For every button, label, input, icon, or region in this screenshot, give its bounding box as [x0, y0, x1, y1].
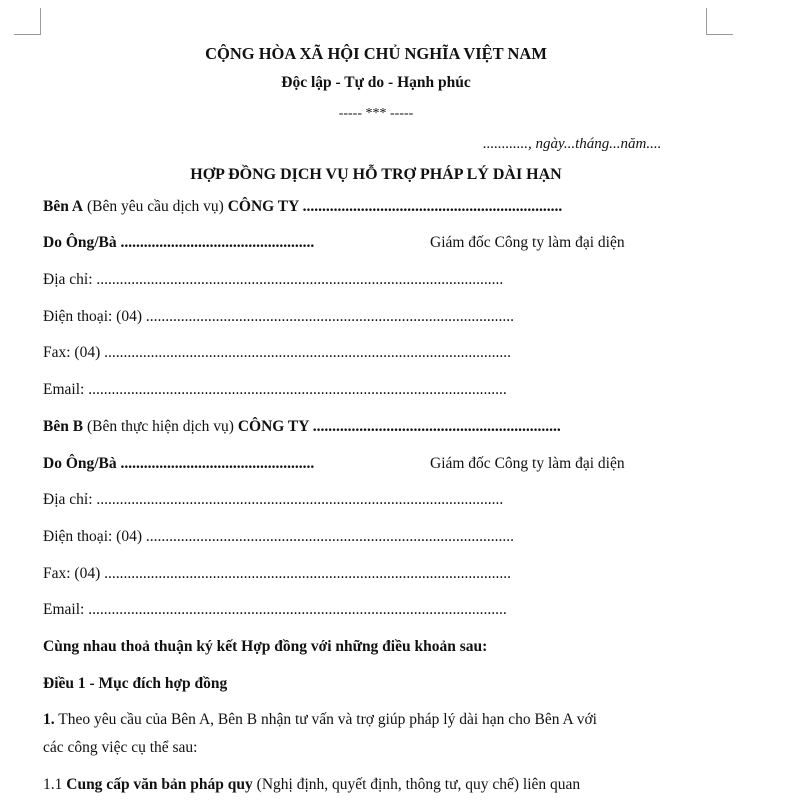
- clause-1-1-rest: (Nghị định, quyết định, thông tư, quy chế) liên quan: [252, 776, 581, 793]
- party-a-representative-line: [43, 234, 314, 252]
- party-a-company-label: CÔNG TY: [227, 198, 299, 215]
- national-motto: Độc lập - Tự do - Hạnh phúc: [281, 74, 471, 91]
- party-a-line: [43, 198, 562, 216]
- party-b-rep-title: Giám đốc Công ty làm đại diện: [430, 455, 625, 472]
- party-b-company-field[interactable]: ................................................................: [308, 418, 561, 435]
- clause-1-1-number: 1.1: [43, 776, 67, 793]
- clause-1-1-line: [43, 776, 580, 794]
- party-a-email-field[interactable]: Email: ............................................................................................................: [43, 381, 507, 398]
- party-b-label: Bên B: [43, 418, 84, 435]
- party-a-rep-label: Do Ông/Bà: [43, 234, 117, 251]
- agreement-statement: Cùng nhau thoả thuận ký kết Hợp đồng với những điều khoản sau:: [43, 638, 488, 655]
- party-b-fax-field[interactable]: Fax: (04) .........................................................................................................: [43, 565, 512, 582]
- party-b-rep-label: Do Ông/Bà: [43, 455, 117, 472]
- party-b-email-field[interactable]: Email: ............................................................................................................: [43, 601, 507, 618]
- party-a-address-field[interactable]: Địa chỉ: .........................................................................................................: [43, 271, 504, 288]
- party-b-company-label: CÔNG TY: [237, 418, 309, 435]
- page-corner-mark-top-left: [14, 8, 41, 35]
- national-title: CỘNG HÒA XÃ HỘI CHỦ NGHĨA VIỆT NAM: [205, 44, 547, 63]
- date-line: ............, ngày...tháng...năm....: [483, 136, 662, 152]
- article-1-title: - Mục đích hợp đồng: [85, 675, 228, 692]
- article-1-label: Điều 1: [43, 675, 86, 692]
- header-separator: ----- *** -----: [338, 106, 414, 121]
- party-b-line: [43, 418, 561, 436]
- party-a-rep-title: Giám đốc Công ty làm đại diện: [430, 234, 625, 251]
- party-a-phone-field[interactable]: Điện thoại: (04) ...............................................................................................: [43, 308, 515, 325]
- party-a-fax-field[interactable]: Fax: (04) .........................................................................................................: [43, 344, 512, 361]
- party-b-representative-line: [43, 455, 314, 473]
- party-b-rep-field[interactable]: ..................................................: [116, 455, 315, 472]
- clause-1-text: Theo yêu cầu của Bên A, Bên B nhận tư vấn và trợ giúp pháp lý dài hạn cho Bên A với: [54, 711, 597, 728]
- party-b-phone-field[interactable]: Điện thoại: (04) ...............................................................................................: [43, 528, 515, 545]
- party-a-label: Bên A: [43, 198, 84, 215]
- clause-1-number: 1.: [43, 711, 55, 728]
- party-b-role: (Bên thực hiện dịch vụ): [83, 418, 238, 435]
- party-a-role: (Bên yêu cầu dịch vụ): [83, 198, 228, 215]
- clause-1-line-1: [43, 711, 597, 729]
- party-a-company-field[interactable]: ...................................................................: [298, 198, 563, 215]
- party-b-address-field[interactable]: Địa chỉ: .........................................................................................................: [43, 491, 504, 508]
- clause-1-line-2: các công việc cụ thể sau:: [43, 739, 198, 756]
- party-a-rep-field[interactable]: ..................................................: [116, 234, 315, 251]
- page-corner-mark-top-right: [706, 8, 733, 35]
- clause-1-1-bold: Cung cấp văn bản pháp quy: [66, 776, 253, 793]
- article-1-heading: [43, 675, 227, 693]
- contract-title: HỢP ĐỒNG DỊCH VỤ HỖ TRỢ PHÁP LÝ DÀI HẠN: [190, 166, 562, 183]
